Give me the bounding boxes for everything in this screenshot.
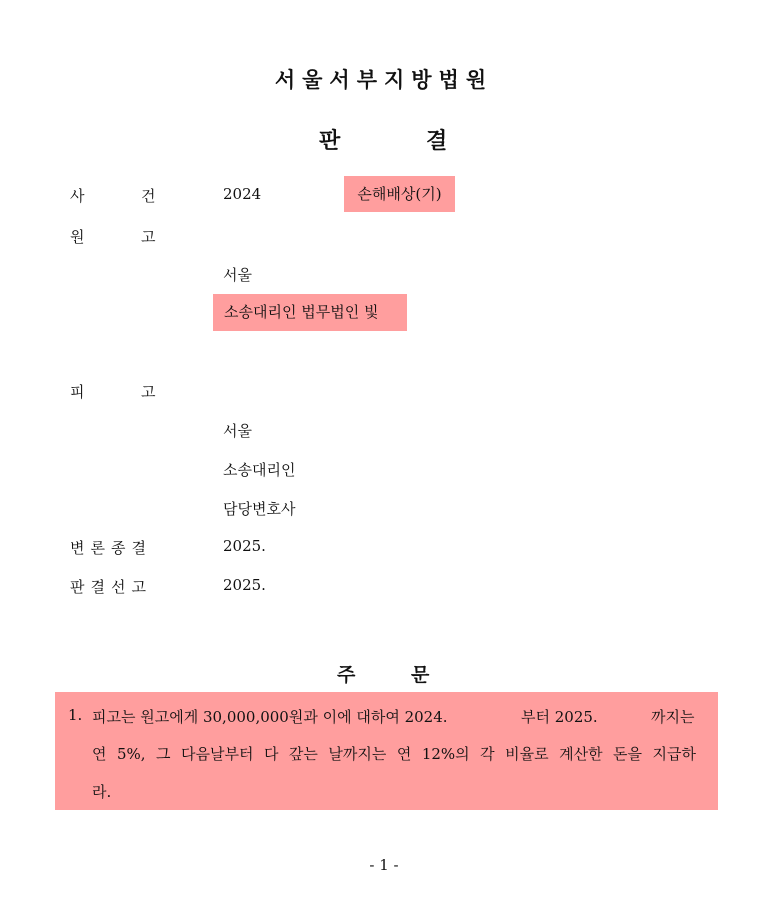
court-name: 서울서부지방법원 xyxy=(274,68,494,92)
page-number: - 1 - xyxy=(369,856,399,874)
defendant-agent: 소송대리인 xyxy=(223,461,296,479)
plaintiff-agent: 소송대리인 법무법인 빛 xyxy=(213,294,407,331)
order-heading-right: 문 xyxy=(411,664,430,686)
case-label-char2: 건 xyxy=(141,187,156,205)
defendant-label-char2: 고 xyxy=(141,383,156,401)
ruling-label: 판결선고 xyxy=(70,578,152,596)
case-label-char1: 사 xyxy=(70,187,85,205)
defendant-attorney: 담당변호사 xyxy=(223,500,296,518)
order-line1-part3: 까지는 xyxy=(651,708,695,726)
case-number: 2024 xyxy=(223,185,262,203)
closing-date: 2025. xyxy=(223,537,266,555)
plaintiff-address: 서울 xyxy=(223,266,252,284)
plaintiff-label-char1: 원 xyxy=(70,228,85,246)
order-line3: 라. xyxy=(92,783,112,801)
doc-title-right: 결 xyxy=(426,129,448,154)
order-line1-part1: 피고는 원고에게 30,000,000원과 이에 대하여 2024. xyxy=(92,708,448,726)
defendant-address: 서울 xyxy=(223,422,252,440)
closing-label: 변론종결 xyxy=(70,539,152,557)
order-item-number: 1. xyxy=(68,706,83,724)
order-heading-left: 주 xyxy=(337,664,356,686)
order-line1-part2: 부터 2025. xyxy=(521,708,598,726)
case-type-badge: 손해배상(기) xyxy=(344,176,455,212)
ruling-date: 2025. xyxy=(223,576,266,594)
order-line2: 연 5%, 그 다음날부터 다 갚는 날까지는 연 12%의 각 비율로 계산한 돈을 지급하 xyxy=(92,745,696,763)
defendant-label-char1: 피 xyxy=(70,383,85,401)
doc-title-left: 판 xyxy=(319,129,341,154)
plaintiff-label-char2: 고 xyxy=(141,228,156,246)
